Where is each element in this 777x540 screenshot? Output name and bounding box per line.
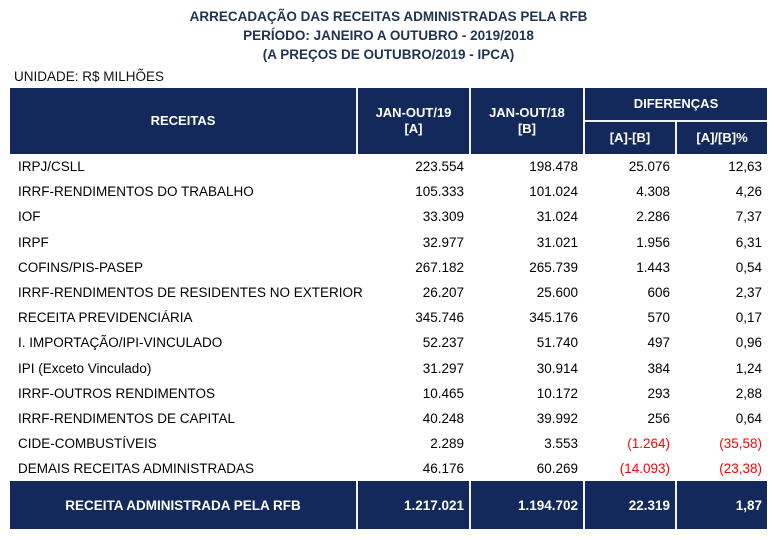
total-label: RECEITA ADMINISTRADA PELA RFB <box>65 497 301 513</box>
header-jan-out-18-tag: [B] <box>517 121 537 136</box>
row-diff-absolute: 293 <box>647 385 670 401</box>
table-row <box>10 456 767 481</box>
row-label: IRPJ/CSLL <box>18 159 85 175</box>
row-value-a: 31.297 <box>422 360 464 376</box>
header-diff-absolute: [A]-[B] <box>583 120 675 154</box>
row-value-b: 101.024 <box>529 184 578 200</box>
row-value-b: 31.021 <box>536 234 578 250</box>
row-value-a: 52.237 <box>422 335 464 351</box>
row-value-a: 223.554 <box>415 159 464 175</box>
row-diff-absolute: 497 <box>647 335 670 351</box>
table-row <box>10 204 767 229</box>
row-label: IRRF-RENDIMENTOS DO TRABALHO <box>18 184 254 200</box>
row-diff-absolute: (1.264) <box>627 436 670 452</box>
row-diff-absolute: (14.093) <box>619 461 670 477</box>
row-value-b: 51.740 <box>536 335 578 351</box>
total-value-a: 1.217.021 <box>356 481 469 529</box>
title-line-3: (A PREÇOS DE OUTUBRO/2019 - IPCA) <box>262 47 515 62</box>
row-diff-absolute: 1.956 <box>636 234 670 250</box>
table-body <box>10 154 767 481</box>
row-diff-absolute: 384 <box>647 360 670 376</box>
row-diff-percent: 12,63 <box>728 159 762 175</box>
report-title <box>0 0 777 64</box>
title-line-1: ARRECADAÇÃO DAS RECEITAS ADMINISTRADAS PELA RFB <box>189 9 588 24</box>
row-value-b: 31.024 <box>536 209 578 225</box>
row-value-b: 25.600 <box>536 285 578 301</box>
title-line-2: PERÍODO: JANEIRO A OUTUBRO - 2019/2018 <box>243 28 534 43</box>
row-diff-absolute: 256 <box>647 410 670 426</box>
row-diff-percent: 7,37 <box>735 209 762 225</box>
row-value-b: 198.478 <box>529 159 578 175</box>
row-value-a: 267.182 <box>415 259 464 275</box>
table-row <box>10 179 767 204</box>
table-row <box>10 230 767 255</box>
row-value-a: 10.465 <box>422 385 464 401</box>
row-label: IRRF-OUTROS RENDIMENTOS <box>18 385 216 401</box>
row-value-a: 2.289 <box>430 436 464 452</box>
row-label: IRRF-RENDIMENTOS DE RESIDENTES NO EXTERIOR <box>18 285 363 301</box>
header-diff-percent: [A]/[B]% <box>675 120 767 154</box>
row-diff-absolute: 570 <box>647 310 670 326</box>
row-label: IPI (Exceto Vinculado) <box>18 360 152 376</box>
row-value-a: 40.248 <box>422 410 464 426</box>
row-value-a: 345.746 <box>415 310 464 326</box>
table-row <box>10 154 767 179</box>
table-row <box>10 356 767 381</box>
row-diff-percent: 2,37 <box>735 285 762 301</box>
row-value-a: 105.333 <box>415 184 464 200</box>
table-row <box>10 381 767 406</box>
total-diff-percent: 1,87 <box>675 481 767 529</box>
row-label: CIDE-COMBUSTÍVEIS <box>18 436 157 452</box>
row-diff-absolute: 4.308 <box>636 184 670 200</box>
row-label: IRPF <box>18 234 49 250</box>
row-value-b: 265.739 <box>529 259 578 275</box>
row-label: COFINS/PIS-PASEP <box>18 259 144 275</box>
header-receitas: RECEITAS <box>150 113 216 128</box>
table-header <box>10 88 767 154</box>
row-diff-percent: 2,88 <box>735 385 762 401</box>
unit-label: UNIDADE: R$ MILHÕES <box>14 69 165 84</box>
row-value-b: 345.176 <box>529 310 578 326</box>
table-row <box>10 431 767 456</box>
row-value-b: 3.553 <box>544 436 578 452</box>
total-diff-absolute: 22.319 <box>583 481 675 529</box>
row-diff-percent: 6,31 <box>735 234 762 250</box>
table-row <box>10 255 767 280</box>
row-label: I. IMPORTAÇÃO/IPI-VINCULADO <box>18 335 223 351</box>
row-value-a: 33.309 <box>422 209 464 225</box>
row-value-b: 39.992 <box>536 410 578 426</box>
total-value-b: 1.194.702 <box>469 481 583 529</box>
row-diff-absolute: 25.076 <box>628 159 670 175</box>
row-diff-percent: (23,38) <box>719 461 762 477</box>
row-label: IOF <box>18 209 41 225</box>
row-value-a: 26.207 <box>422 285 464 301</box>
row-value-a: 46.176 <box>422 461 464 477</box>
row-value-a: 32.977 <box>422 234 464 250</box>
header-jan-out-18 <box>469 88 583 154</box>
row-diff-percent: 4,26 <box>735 184 762 200</box>
row-diff-percent: 0,17 <box>735 310 762 326</box>
header-jan-out-19-tag: [A] <box>404 121 423 136</box>
table-row <box>10 305 767 330</box>
table-total-row <box>10 481 767 529</box>
row-label: IRRF-RENDIMENTOS DE CAPITAL <box>18 410 236 426</box>
row-value-b: 10.172 <box>536 385 578 401</box>
row-diff-percent: (35,58) <box>719 436 762 452</box>
row-label: DEMAIS RECEITAS ADMINISTRADAS <box>18 461 255 477</box>
row-diff-absolute: 606 <box>647 285 670 301</box>
row-diff-percent: 0,96 <box>735 335 762 351</box>
row-diff-percent: 0,64 <box>735 410 762 426</box>
row-diff-absolute: 2.286 <box>636 209 670 225</box>
row-diff-absolute: 1.443 <box>636 259 670 275</box>
header-jan-out-19 <box>356 88 469 154</box>
table-row <box>10 406 767 431</box>
header-diferencas: DIFERENÇAS <box>583 88 767 120</box>
table-row <box>10 280 767 305</box>
revenue-table <box>10 88 767 529</box>
row-value-b: 30.914 <box>536 360 578 376</box>
row-diff-percent: 1,24 <box>735 360 762 376</box>
row-label: RECEITA PREVIDENCIÁRIA <box>18 310 193 326</box>
header-jan-out-18-period: JAN-OUT/18 <box>489 105 565 120</box>
row-diff-percent: 0,54 <box>735 259 762 275</box>
table-row <box>10 330 767 355</box>
row-value-b: 60.269 <box>536 461 578 477</box>
header-jan-out-19-period: JAN-OUT/19 <box>375 105 452 120</box>
